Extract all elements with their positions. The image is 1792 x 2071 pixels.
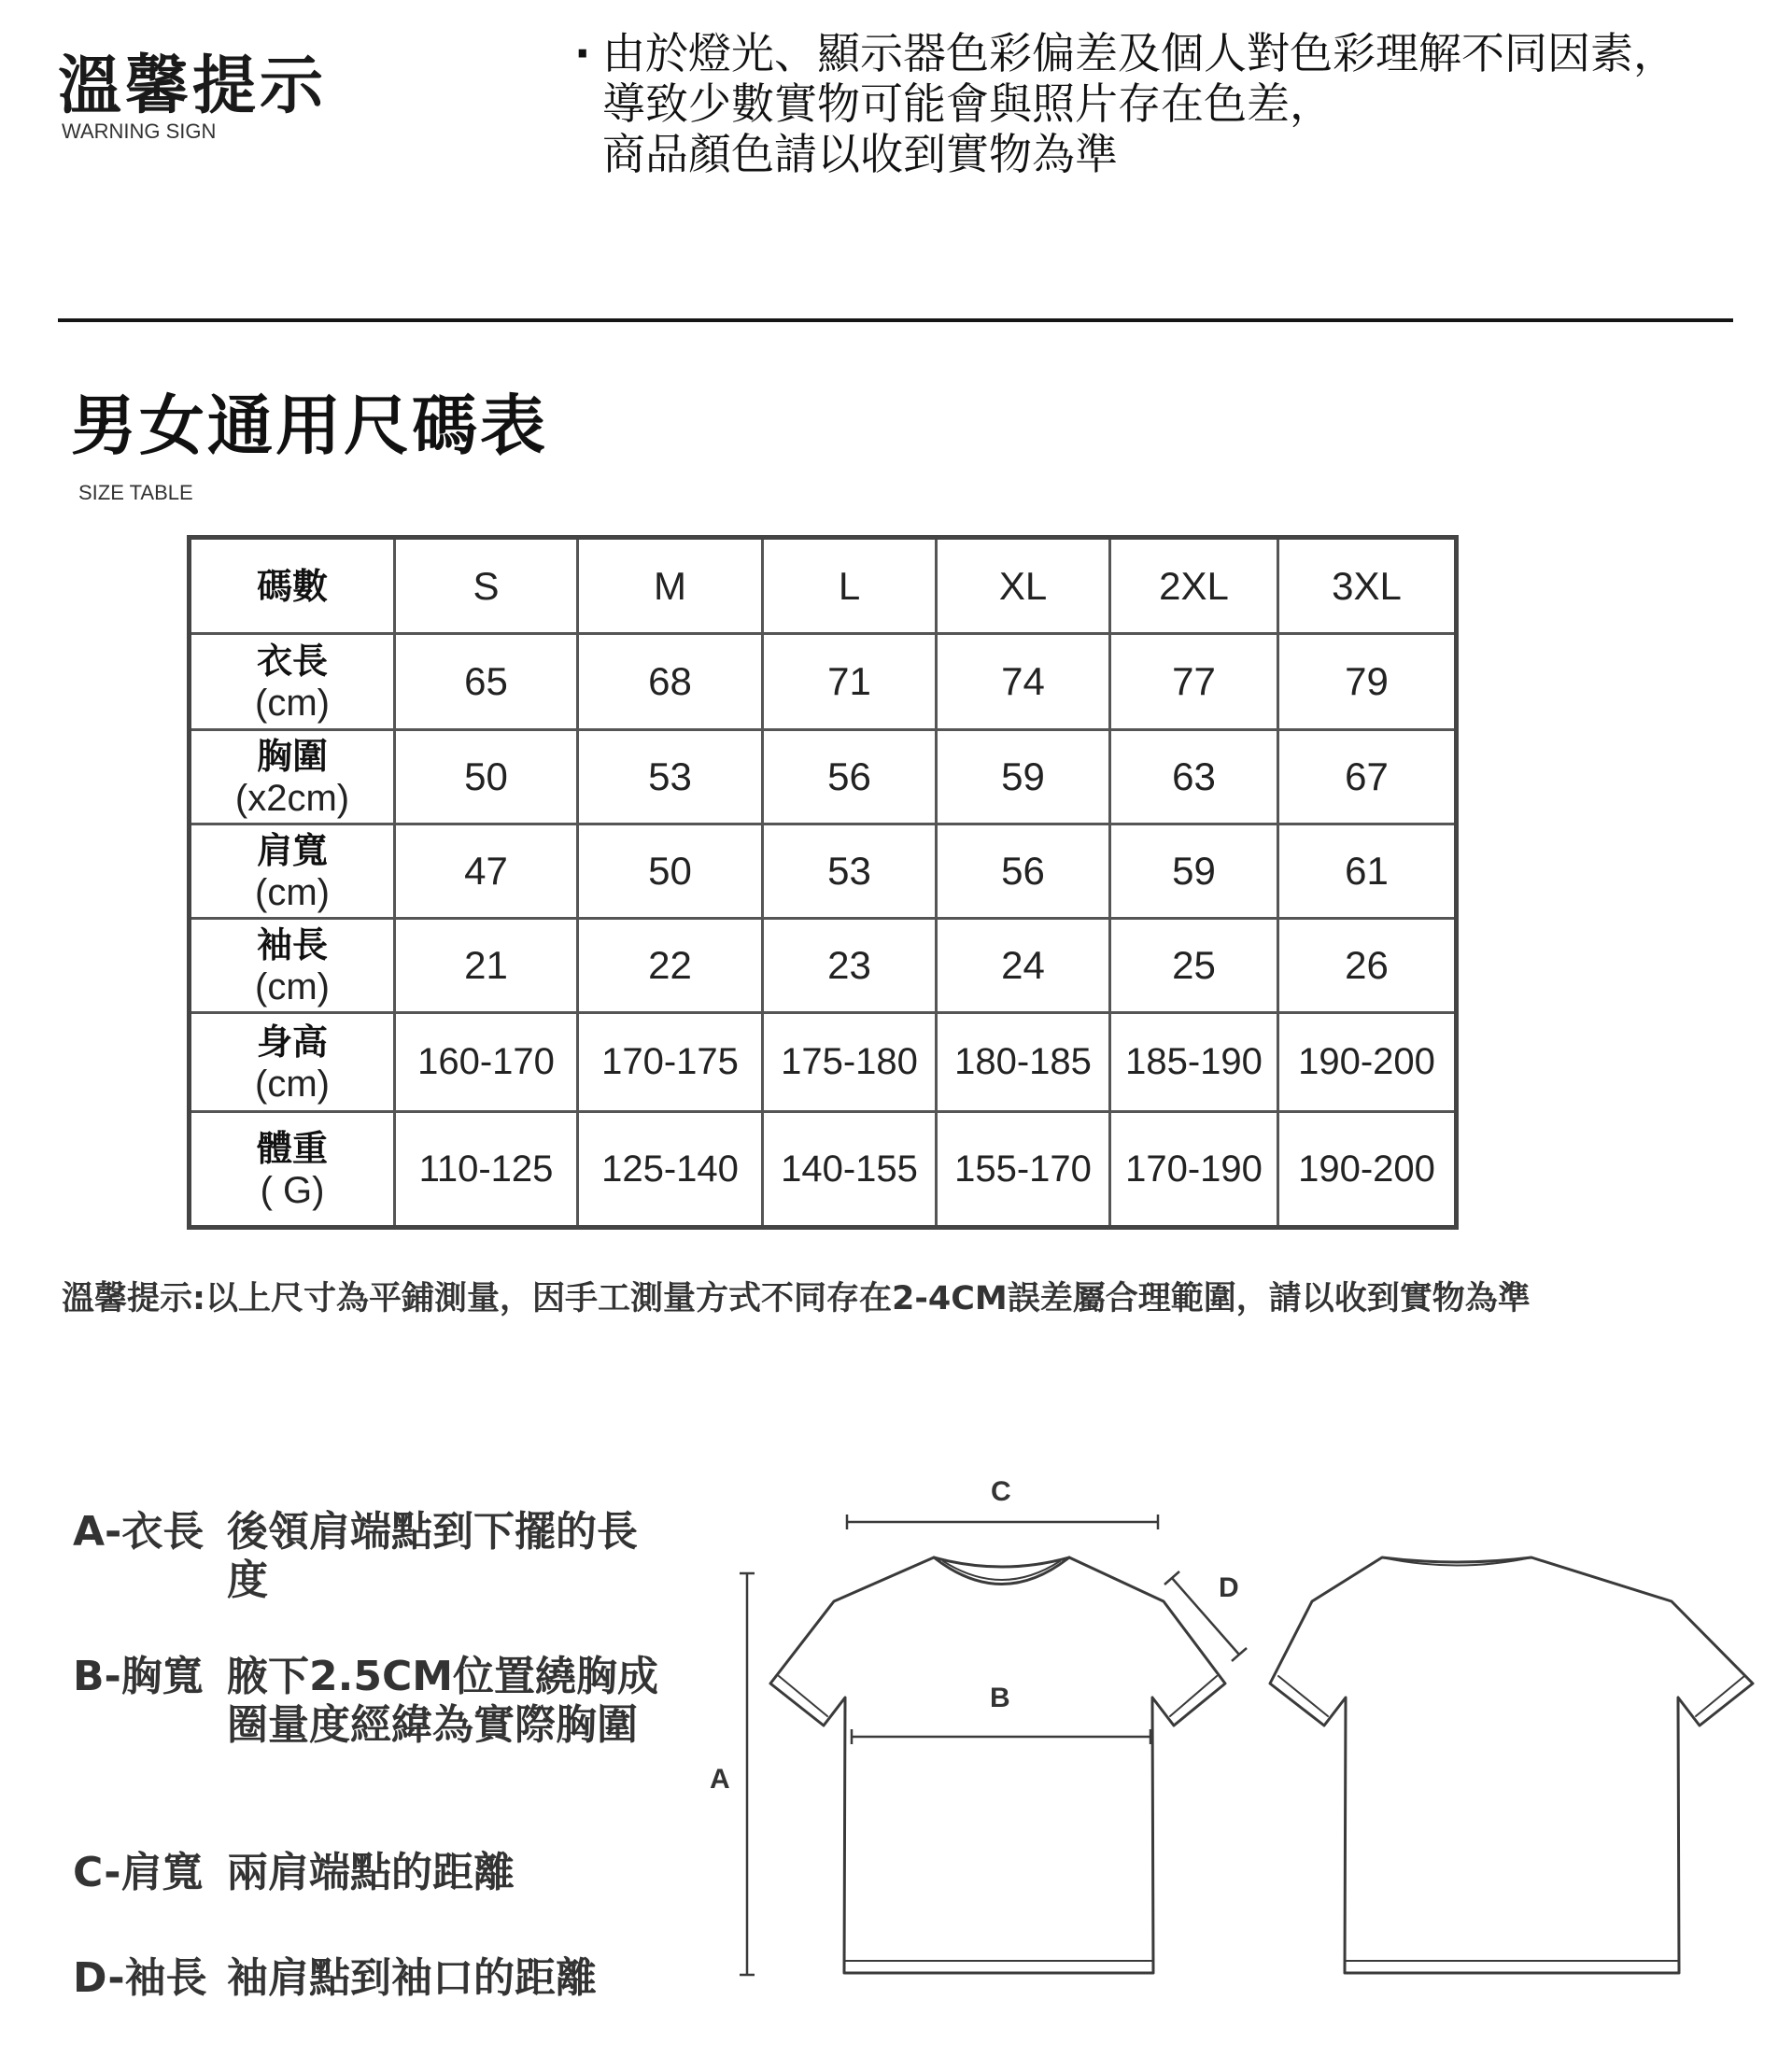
row-label: 袖長 (cm) — [190, 919, 395, 1013]
table-header-row — [190, 538, 1457, 634]
size-header-cell: S — [395, 538, 578, 634]
size-header-cell: L — [763, 538, 937, 634]
notice-line-1: · 由於燈光、顯示器色彩偏差及個人對色彩理解不同因素， — [574, 28, 1676, 78]
front-shirt-outline — [770, 1557, 1225, 1973]
size-header-cell: M — [578, 538, 763, 634]
table-cell: 71 — [763, 634, 937, 730]
guide-item-d — [73, 1954, 689, 2003]
table-cell: 77 — [1110, 634, 1278, 730]
guide-desc: 袖肩點到袖口的距離 — [227, 1954, 597, 2002]
table-row — [190, 919, 1457, 1013]
row-label: 體重 ( G) — [190, 1112, 395, 1228]
label-d: D — [1219, 1572, 1239, 1603]
table-cell: 61 — [1278, 824, 1457, 919]
table-cell: 190-200 — [1278, 1112, 1457, 1228]
table-cell: 155-170 — [937, 1112, 1110, 1228]
row-label: 身高 (cm) — [190, 1013, 395, 1112]
guide-key: C-肩寬 — [73, 1849, 204, 1896]
guide-item-a — [73, 1508, 689, 1605]
guide-item-c — [73, 1849, 689, 1897]
table-cell: 26 — [1278, 919, 1457, 1013]
guide-item-b — [73, 1653, 689, 1750]
table-cell: 56 — [763, 730, 937, 824]
size-header-cell: 3XL — [1278, 538, 1457, 634]
warning-title: 溫馨提示 — [58, 49, 328, 123]
table-cell: 59 — [937, 730, 1110, 824]
row-label: 衣長 (cm) — [190, 634, 395, 730]
table-cell: 74 — [937, 634, 1110, 730]
guide-key: D-袖長 — [73, 1954, 207, 2002]
table-cell: 125-140 — [578, 1112, 763, 1228]
size-table-title: 男女通用尺碼表 — [71, 387, 548, 464]
table-cell: 68 — [578, 634, 763, 730]
table-cell: 25 — [1110, 919, 1278, 1013]
row-label: 肩寬 (cm) — [190, 824, 395, 919]
table-row — [190, 730, 1457, 824]
table-cell: 53 — [578, 730, 763, 824]
table-cell: 185-190 — [1110, 1013, 1278, 1112]
warning-subtitle: WARNING SIGN — [62, 120, 217, 143]
guide-key: B-胸寬 — [73, 1653, 204, 1700]
back-shirt-outline — [1270, 1557, 1753, 1973]
table-cell: 170-190 — [1110, 1112, 1278, 1228]
measurement-tip: 溫馨提示:以上尺寸為平鋪測量，因手工測量方式不同存在2-4CM誤差屬合理範圍，請以收到實物為準 — [62, 1280, 1531, 1317]
guide-desc: 腋下2.5CM位置繞胸成圈量度經緯為實際胸圍 — [227, 1653, 659, 1749]
table-cell: 79 — [1278, 634, 1457, 730]
label-b: B — [990, 1683, 1010, 1713]
table-cell: 63 — [1110, 730, 1278, 824]
size-header-cell: 2XL — [1110, 538, 1278, 634]
section-divider — [58, 318, 1733, 322]
table-cell: 65 — [395, 634, 578, 730]
table-cell: 160-170 — [395, 1013, 578, 1112]
guide-desc: 兩肩端點的距離 — [227, 1849, 515, 1896]
table-cell: 47 — [395, 824, 578, 919]
table-row — [190, 634, 1457, 730]
label-c: C — [991, 1476, 1011, 1507]
table-cell: 175-180 — [763, 1013, 937, 1112]
table-row — [190, 824, 1457, 919]
notice-line-3: 商品顏色請以收到實物為準 — [602, 129, 1118, 179]
bullet-dot: · — [574, 28, 591, 78]
table-cell: 53 — [763, 824, 937, 919]
guide-desc: 後領肩端點到下擺的長度 — [227, 1508, 638, 1604]
table-row — [190, 1013, 1457, 1112]
table-cell: 110-125 — [395, 1112, 578, 1228]
table-cell: 180-185 — [937, 1013, 1110, 1112]
guide-key: A-衣長 — [73, 1508, 205, 1556]
table-cell: 24 — [937, 919, 1110, 1013]
table-cell: 170-175 — [578, 1013, 763, 1112]
notice-line-2: 導致少數實物可能會與照片存在色差， — [602, 78, 1333, 129]
table-cell: 23 — [763, 919, 937, 1013]
table-cell: 22 — [578, 919, 763, 1013]
table-cell: 59 — [1110, 824, 1278, 919]
table-cell: 67 — [1278, 730, 1457, 824]
size-header-cell: XL — [937, 538, 1110, 634]
table-cell: 50 — [395, 730, 578, 824]
table-cell: 56 — [937, 824, 1110, 919]
table-cell: 190-200 — [1278, 1013, 1457, 1112]
color-notice — [574, 28, 1779, 179]
label-a: A — [710, 1764, 730, 1795]
size-header-label: 碼數 — [190, 538, 395, 634]
row-label: 胸圍 (x2cm) — [190, 730, 395, 824]
table-cell: 21 — [395, 919, 578, 1013]
size-table-subtitle: SIZE TABLE — [78, 481, 193, 504]
table-cell: 50 — [578, 824, 763, 919]
size-table — [187, 535, 1459, 1230]
tshirt-measurement-diagram — [710, 1457, 1765, 2017]
table-cell: 140-155 — [763, 1112, 937, 1228]
table-row — [190, 1112, 1457, 1228]
